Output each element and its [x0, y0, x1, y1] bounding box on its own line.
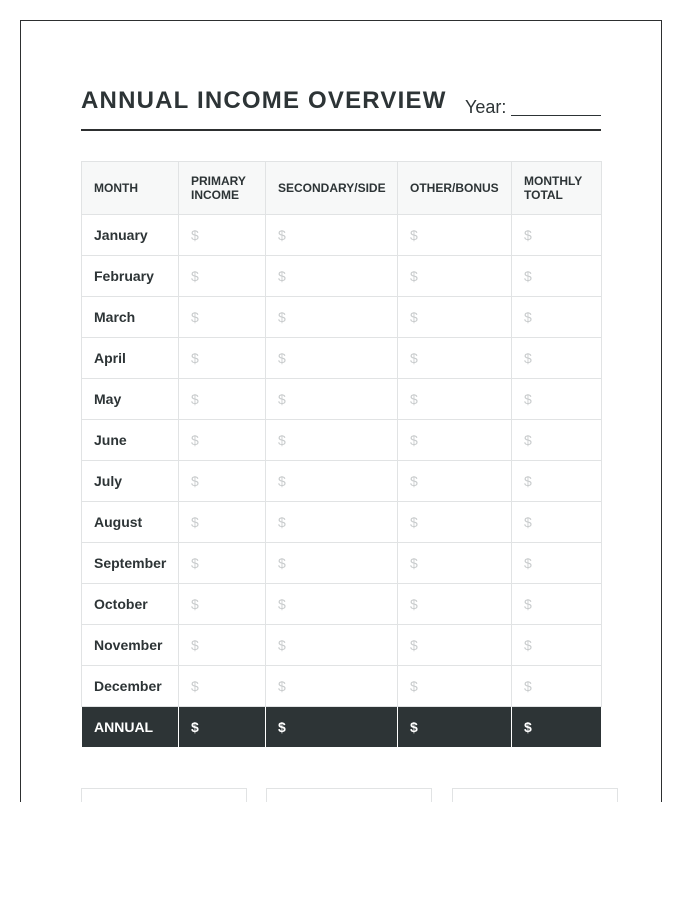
year-label: Year:: [465, 97, 507, 117]
monthly-total-cell[interactable]: $: [512, 256, 602, 297]
other-bonus-cell[interactable]: $: [398, 297, 512, 338]
monthly-total-cell[interactable]: $: [512, 625, 602, 666]
secondary-side-cell[interactable]: $: [266, 584, 398, 625]
monthly-total-cell[interactable]: $: [512, 215, 602, 256]
primary-income-cell[interactable]: $: [179, 543, 266, 584]
primary-income-cell[interactable]: $: [179, 666, 266, 707]
monthly-total-cell[interactable]: $: [512, 379, 602, 420]
other-bonus-cell[interactable]: $: [398, 379, 512, 420]
month-label: January: [82, 215, 179, 256]
primary-income-cell[interactable]: $: [179, 338, 266, 379]
table-row: [82, 625, 602, 666]
header-primary-income: PRIMARY INCOME: [179, 162, 266, 215]
primary-income-cell[interactable]: $: [179, 420, 266, 461]
primary-income-cell[interactable]: $: [179, 502, 266, 543]
secondary-side-cell[interactable]: $: [266, 379, 398, 420]
other-bonus-cell[interactable]: $: [398, 543, 512, 584]
primary-income-cell[interactable]: $: [179, 256, 266, 297]
monthly-total-cell[interactable]: $: [512, 543, 602, 584]
secondary-side-cell[interactable]: $: [266, 420, 398, 461]
annual-other-bonus-cell[interactable]: $: [398, 707, 512, 748]
other-bonus-cell[interactable]: $: [398, 256, 512, 297]
primary-income-cell[interactable]: $: [179, 215, 266, 256]
annual-monthly-total-cell[interactable]: $: [512, 707, 602, 748]
annual-secondary-side-cell[interactable]: $: [266, 707, 398, 748]
secondary-side-cell[interactable]: $: [266, 461, 398, 502]
primary-income-cell[interactable]: $: [179, 584, 266, 625]
primary-income-cell[interactable]: $: [179, 379, 266, 420]
other-bonus-cell[interactable]: $: [398, 502, 512, 543]
table-row: [82, 215, 602, 256]
header-monthly-total: MONTHLY TOTAL: [512, 162, 602, 215]
page-cutoff: [0, 802, 700, 900]
table-row: [82, 502, 602, 543]
secondary-side-cell[interactable]: $: [266, 625, 398, 666]
title-row: [81, 85, 601, 131]
table-row: [82, 543, 602, 584]
month-label: September: [82, 543, 179, 584]
secondary-side-cell[interactable]: $: [266, 338, 398, 379]
month-label: June: [82, 420, 179, 461]
secondary-side-cell[interactable]: $: [266, 543, 398, 584]
table-row: [82, 379, 602, 420]
primary-income-cell[interactable]: $: [179, 297, 266, 338]
table-row: [82, 584, 602, 625]
page-title: ANNUAL INCOME OVERVIEW: [81, 87, 447, 114]
other-bonus-cell[interactable]: $: [398, 420, 512, 461]
summary-box-1: [81, 788, 247, 803]
primary-income-cell[interactable]: $: [179, 461, 266, 502]
table-row: [82, 420, 602, 461]
table-row: [82, 256, 602, 297]
month-label: December: [82, 666, 179, 707]
year-input-line[interactable]: [511, 115, 601, 116]
month-label: October: [82, 584, 179, 625]
monthly-total-cell[interactable]: $: [512, 666, 602, 707]
annual-total-row: [82, 707, 602, 748]
secondary-side-cell[interactable]: $: [266, 502, 398, 543]
other-bonus-cell[interactable]: $: [398, 215, 512, 256]
annual-label: ANNUAL: [82, 707, 179, 748]
secondary-side-cell[interactable]: $: [266, 666, 398, 707]
secondary-side-cell[interactable]: $: [266, 297, 398, 338]
other-bonus-cell[interactable]: $: [398, 625, 512, 666]
summary-box-2: [266, 788, 432, 803]
header-other-bonus: OTHER/BONUS: [398, 162, 512, 215]
other-bonus-cell[interactable]: $: [398, 461, 512, 502]
month-label: April: [82, 338, 179, 379]
document-page: [20, 20, 662, 803]
income-table: [81, 161, 602, 748]
secondary-side-cell[interactable]: $: [266, 215, 398, 256]
monthly-total-cell[interactable]: $: [512, 338, 602, 379]
secondary-side-cell[interactable]: $: [266, 256, 398, 297]
table-row: [82, 666, 602, 707]
table-row: [82, 297, 602, 338]
month-label: February: [82, 256, 179, 297]
month-label: August: [82, 502, 179, 543]
table-header-row: [82, 162, 602, 215]
month-label: July: [82, 461, 179, 502]
table-row: [82, 338, 602, 379]
month-label: March: [82, 297, 179, 338]
header-month: MONTH: [82, 162, 179, 215]
other-bonus-cell[interactable]: $: [398, 338, 512, 379]
monthly-total-cell[interactable]: $: [512, 420, 602, 461]
monthly-total-cell[interactable]: $: [512, 297, 602, 338]
month-label: May: [82, 379, 179, 420]
monthly-total-cell[interactable]: $: [512, 584, 602, 625]
other-bonus-cell[interactable]: $: [398, 584, 512, 625]
summary-box-3: [452, 788, 618, 803]
month-label: November: [82, 625, 179, 666]
monthly-total-cell[interactable]: $: [512, 461, 602, 502]
monthly-total-cell[interactable]: $: [512, 502, 602, 543]
table-row: [82, 461, 602, 502]
primary-income-cell[interactable]: $: [179, 625, 266, 666]
header-secondary-side: SECONDARY/SIDE: [266, 162, 398, 215]
other-bonus-cell[interactable]: $: [398, 666, 512, 707]
annual-primary-income-cell[interactable]: $: [179, 707, 266, 748]
